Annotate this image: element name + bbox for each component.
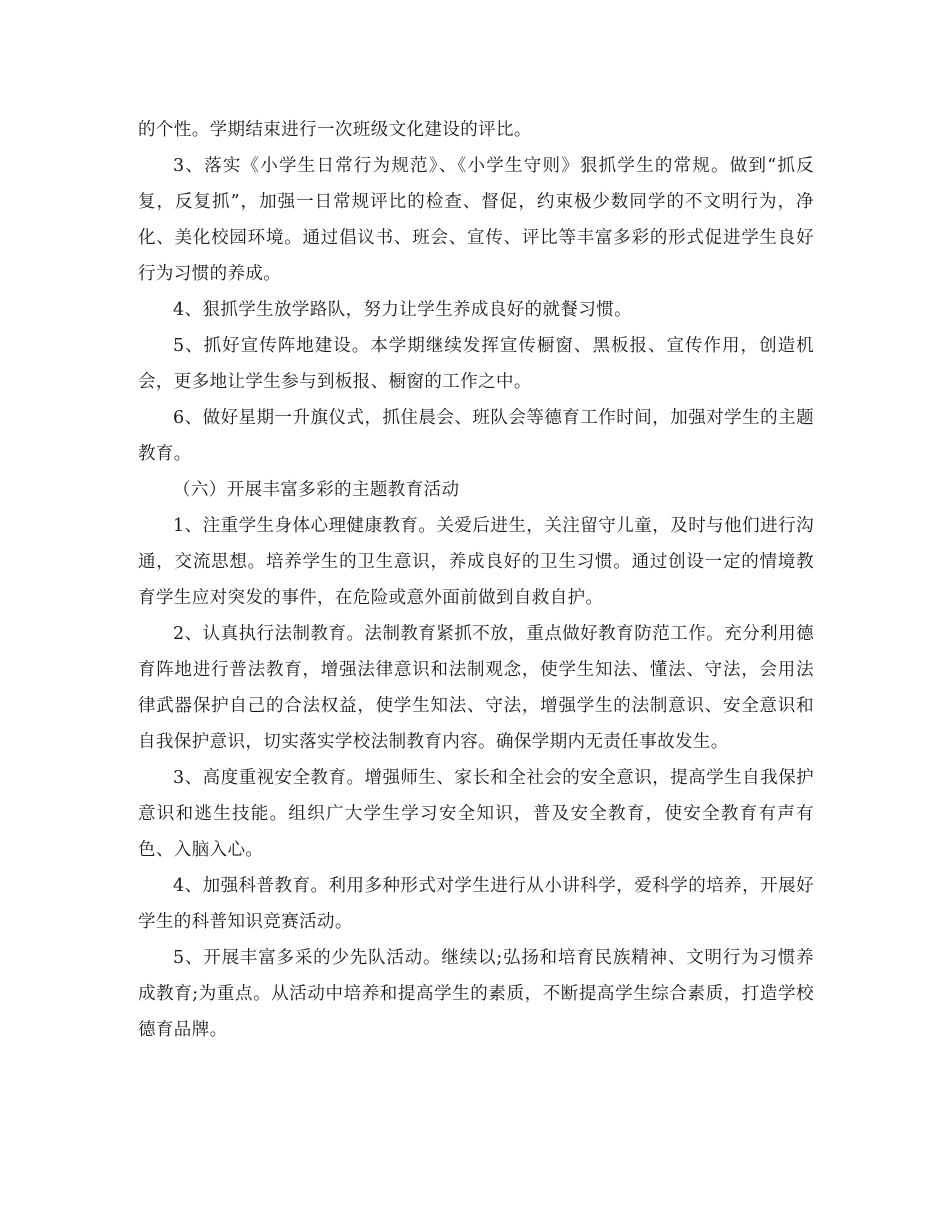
section-heading-six: （六）开展丰富多彩的主题教育活动 bbox=[173, 480, 460, 500]
paragraph-item-3-conduct: 3、落实《小学生日常行为规范》、《小学生守则》狠抓学生的常规。做到“抓反复，反复抓”，加强一日常规评比的检查、督促，约束极少数同学的不文明行为，净化、美化校园环境。通过倡议书、班会、宣传、评比等丰富多彩的形式促进学生良好行为习惯的养成。 bbox=[138, 156, 814, 284]
paragraph-item-3-safety: 3、高度重视安全教育。增强师生、家长和全社会的安全意识，提高学生自我保护意识和逃生技能。组织广大学生学习安全知识，普及安全教育，使安全教育有声有色、入脑入心。 bbox=[138, 768, 814, 860]
paragraph-item-5-pioneers: 5、开展丰富多采的少先队活动。继续以;弘扬和培育民族精神、文明行为习惯养成教育;为重点。从活动中培养和提高学生的素质，不断提高学生综合素质，打造学校德育品牌。 bbox=[138, 948, 814, 1040]
paragraph-item-6-flag-ceremony: 6、做好星期一升旗仪式，抓住晨会、班队会等德育工作时间，加强对学生的主题教育。 bbox=[138, 408, 814, 464]
document-body bbox=[138, 112, 814, 1048]
paragraph-continuation: 的个性。学期结束进行一次班级文化建设的评比。 bbox=[138, 120, 532, 140]
paragraph-item-5-publicity: 5、抓好宣传阵地建设。本学期继续发挥宣传橱窗、黑板报、宣传作用，创造机会，更多地让学生参与到板报、橱窗的工作之中。 bbox=[138, 336, 814, 392]
paragraph-item-4-science: 4、加强科普教育。利用多种形式对学生进行从小讲科学，爱科学的培养，开展好学生的科普知识竞赛活动。 bbox=[138, 876, 814, 932]
paragraph-item-4-road-team: 4、狠抓学生放学路队，努力让学生养成良好的就餐习惯。 bbox=[173, 300, 633, 320]
paragraph-item-1-health: 1、注重学生身体心理健康教育。关爱后进生，关注留守儿童，及时与他们进行沟通，交流思想。培养学生的卫生意识，养成良好的卫生习惯。通过创设一定的情境教育学生应对突发的事件，在危险或意外面前做到自救自护。 bbox=[138, 516, 814, 608]
paragraph-item-2-legal: 2、认真执行法制教育。法制教育紧抓不放，重点做好教育防范工作。充分利用德育阵地进行普法教育，增强法律意识和法制观念，使学生知法、懂法、守法，会用法律武器保护自己的合法权益，使学生知法、守法，增强学生的法制意识、安全意识和自我保护意识，切实落实学校法制教育内容。确保学期内无责任事故发生。 bbox=[138, 624, 814, 752]
